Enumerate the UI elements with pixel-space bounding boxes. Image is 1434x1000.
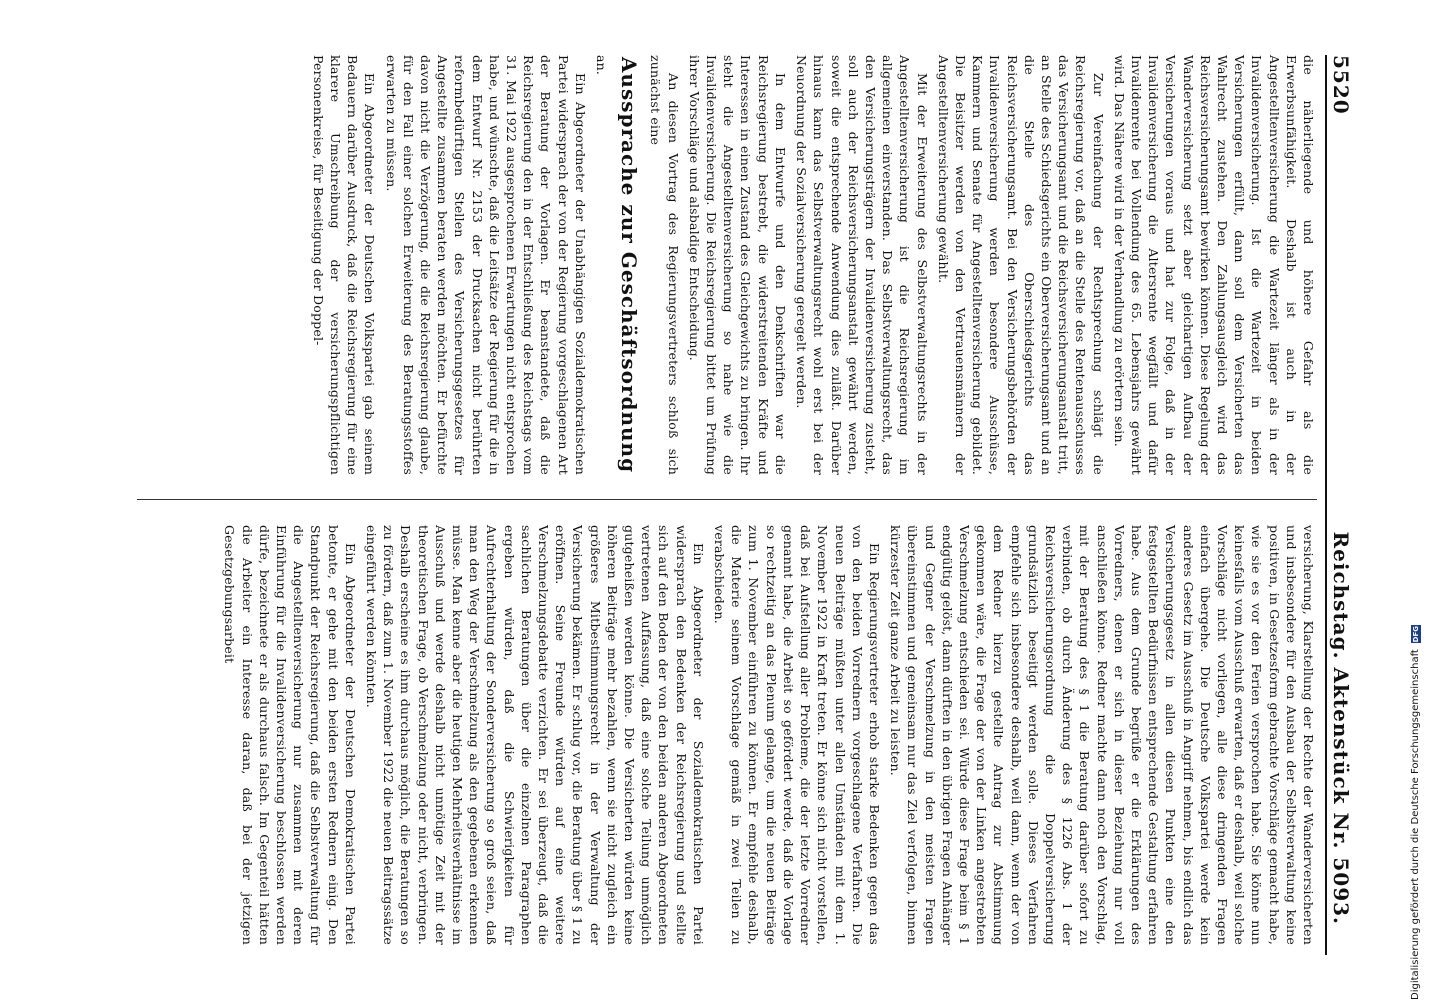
left-paragraph-5: An diesen Vortrag des Regierungsvertreters schloß sich zunächst eine	[648, 55, 681, 475]
right-paragraph-1: versicherung, Klarstellung der Rechte der Wanderversicherten und insbesondere für den Ausbau der Selbstverwaltung keine positiven, in Gesetzesform gebrachte Vorschläge gemacht habe, wie sie es vor den Ferien versprochen habe. Sie könne nun keinesfalls vom Ausschuß erwarten, daß er deshalb, weil solche Vorschläge nicht vorliegen, alle diese dringenden Fragen einfach übergehe. Die Deutsche Volkspartei werde kein anderes Gesetz im Ausschuß in Angriff nehmen, bis endlich das Versicherungsgesetz in allen diesen Punkten eine den festgestellten Bedürfnissen entsprechende Gestaltung erfahren habe. Aus dem Grunde begrüße er die Erklärungen des Vorredners, denen er sich in dieser Beziehung nur voll anschließen könne. Redner machte dann noch den Vorschlag, mit der Beratung des § 1 die Beratung darüber sofort zu verbinden, ob durch Änderung des § 1226 Abs. 1 der Reichsversicherungsordnung die Doppelversicherung grundsätzlich beseitigt werden solle. Dieses Verfahren empfehle sich insbesondere deshalb, weil dann, wenn der von dem Redner hierzu gestellte Antrag zur Abstimmung gekommen wäre, die Frage der von der Linken angestrebten Verschmelzung entschieden sei. Würde diese Frage beim § 1 endgültig gelöst, dann dürften in den übrigen Fragen Anhänger und Gegner der Verschmelzung in den meisten Fragen übereinstimmen und gemeinsam nur das Ziel verfolgen, binnen kürzester Zeit ganze Arbeit zu leisten.	[888, 525, 1316, 945]
left-paragraph-1: die näherliegende und höhere Gefahr als die Erwerbsunfähigkeit. Deshalb ist auch in der Angestelltenversicherung die Wartezeit länger als in der Invalidenversicherung. Ist die Wartezeit in beiden Versicherungen erfüllt, dann soll dem Versicherten das Wahlrecht zustehen. Den Zahlungsausgleich wird das Reichsversicherungsamt bewirken können. Diese Regelung der Wanderversicherung setzt aber gleichartigen Aufbau der Versicherungen voraus und hat zur Folge, daß in der Invalidenversicherung die Altersrente wegfällt und dafür Invalidenrente bei Vollendung des 65. Lebensjahrs gewährt wird. Das Nähere wird in der Verhandlung zu erörtern sein.	[1111, 55, 1316, 475]
rotated-page-content	[105, 55, 1365, 955]
left-paragraph-7: Ein Abgeordneter der Unabhängigen Sozialdemokratischen Partei widersprach der von der Regierung vorgeschlagenen Art der Beratung der Vorlagen. Er beanstandete, daß die Reichsregierung den in der Entschließung des Reichstags vom 31. Mai 1922 ausgesprochenen Erwartungen nicht entsprochen habe, und wünschte, daß die Leitsätze der Regierung für die in dem Entwurf Nr. 2153 der Drucksachen nicht berührten reformbedürftigen Stellen des Versicherungsgesetzes für Angestellte zusammen beraten werden möchten. Er befürchte davon nicht die Verzögerung, die die Reichsregierung glaube, für den Fall einer solchen Erweiterung des Beratungsstoffes erwarten zu müssen.	[383, 55, 588, 475]
right-column	[217, 525, 1317, 945]
page-number: 5520	[1329, 55, 1353, 115]
text-columns	[117, 55, 1317, 955]
page-header	[1325, 55, 1365, 955]
running-title: Reichstag. Aktenstück Nr. 5093.	[1329, 531, 1353, 925]
right-paragraph-2: Ein Regierungsvertreter erhob starke Bedenken gegen das von den beiden Vorrednern vorgeschlagene Verfahren. Die neuen Beiträge müßten unter allen Umständen mit dem 1. November 1922 in Kraft treten. Er könne sich nicht vorstellen, daß bei Aufstellung aller Probleme, die der letzte Vorredner genannt habe, die Arbeit so gefördert werde, daß die Vorlage so rechtzeitig an das Plenum gelange, um die neuen Beiträge zum 1. November einführen zu können. Er empfehle deshalb, die Materie seinem Vorschlage gemäß in zwei Teilen zu verabschieden.	[712, 525, 882, 945]
left-paragraph-4: In dem Entwurfe und den Denkschriften war die Reichsregierung bestrebt, die widerstreitenden Kräfte und Interessen in einen Zustand des Gleichgewichts zu bringen. Ihr steht die Angestelltenversicherung so nahe wie die Invalidenversicherung. Die Reichsregierung bittet um Prüfung ihrer Vorschläge und alsbaldige Entscheidung.	[686, 55, 788, 475]
section-heading: Aussprache zur Geschäftsordnung	[617, 56, 642, 474]
margin-note-text: Digitalisierung gefördert durch die Deutsche Forschungsgemeinschaft	[1410, 649, 1421, 1000]
left-paragraph-3: Mit der Erweiterung des Selbstverwaltungsrechts in der Angestelltenversicherung ist die Reichsregierung im allgemeinen einverstanden. Das Selbstverwaltungsrecht, das den Versicherungsträgern der Invalidenversicherung zusteht, soll auch der Reichsversicherungsanstalt gewährt werden, soweit die entsprechende Anwendung dies zuläßt. Darüber hinaus kann das Selbstverwaltungsrecht wohl erst bei der Neuordnung der Sozialversicherung geregelt werden.	[794, 55, 930, 475]
left-paragraph-2: Zur Vereinfachung der Rechtsprechung schlägt die Reichsregierung vor, daß an die Stelle des Rentenausschusses das Versicherungsamt und die Reichsversicherungsanstalt tritt, an Stelle des Schiedsgerichts ein Oberversicherungsamt und an die Stelle des Oberschiedsgerichts das Reichsversicherungsamt. Bei den Versicherungsbehörden der Invalidenversicherung werden besondere Ausschüsse, Kammern und Senate für Angestelltenversicherung gebildet. Die Beisitzer werden von den Vertrauensmännern der Angestelltenversicherung gewählt.	[935, 55, 1106, 475]
left-paragraph-8: Ein Abgeordneter der Deutschen Volkspartei gab seinem Bedauern darüber Ausdruck, daß die Reichsregierung für eine klarere Umschreibung der versicherungspflichtigen Personenkreise, für Beseitigung der Doppel-	[310, 55, 378, 475]
left-column	[306, 55, 1317, 475]
left-paragraph-6: an.	[594, 55, 610, 76]
right-paragraph-4: Ein Abgeordneter der Deutschen Demokratischen Partei betonte, er gehe mit den beiden ersten Rednern einig. Den Standpunkt der Reichsregierung, daß die Selbstverwaltung für die Angestelltenversicherung nur zusammen mit deren Einführung für die Invalidenversicherung beschlossen werden dürfe, bezeichnete er als durchaus falsch. Im Gegenteil hätten die Arbeiter ein Interesse daran, daß bei der jetzigen Gesetzgebungsarbeit	[222, 525, 358, 945]
dfg-logo-icon: DFG	[1411, 625, 1420, 643]
margin-note	[1410, 625, 1421, 1000]
column-divider	[137, 499, 1317, 500]
right-paragraph-3: Ein Abgeordneter der Sozialdemokratischen Partei widersprach den Bedenken der Reichsregierung und stellte sich auf den Boden der von den beiden anderen Abgeordneten vertretenen Auffassung, daß eine solche Teilung unmöglich gutgeheißen werden könne. Die Versicherten würden keine höheren Beiträge mehr bezahlen, wenn sie nicht zugleich ein größeres Mitbestimmungsrecht in der Verwaltung der Versicherung bekämen. Er schlug vor, die Beratung über § 1 zu eröffnen. Seine Freunde würden auf eine weitere Verschmelzungsdebatte verzichten. Er sei überzeugt, daß die sachlichen Beratungen über die einzelnen Paragraphen ergeben würden, daß die Schwierigkeiten für Aufrechterhaltung der Sonderversicherung so groß seien, daß man den Weg der Verschmelzung als den gegebenen erkennen müsse. Man kenne aber die heutigen Mehrheitsverhältnisse im Ausschuß und werde deshalb nicht unnötige Zeit mit der theoretischen Frage, ob Verschmelzung oder nicht, verbringen. Deshalb erscheine es ihm durchaus möglich, die Beratungen so zu fördern, daß zum 1. November 1922 die neuen Beitragssätze eingeführt werden könnten.	[364, 525, 706, 945]
